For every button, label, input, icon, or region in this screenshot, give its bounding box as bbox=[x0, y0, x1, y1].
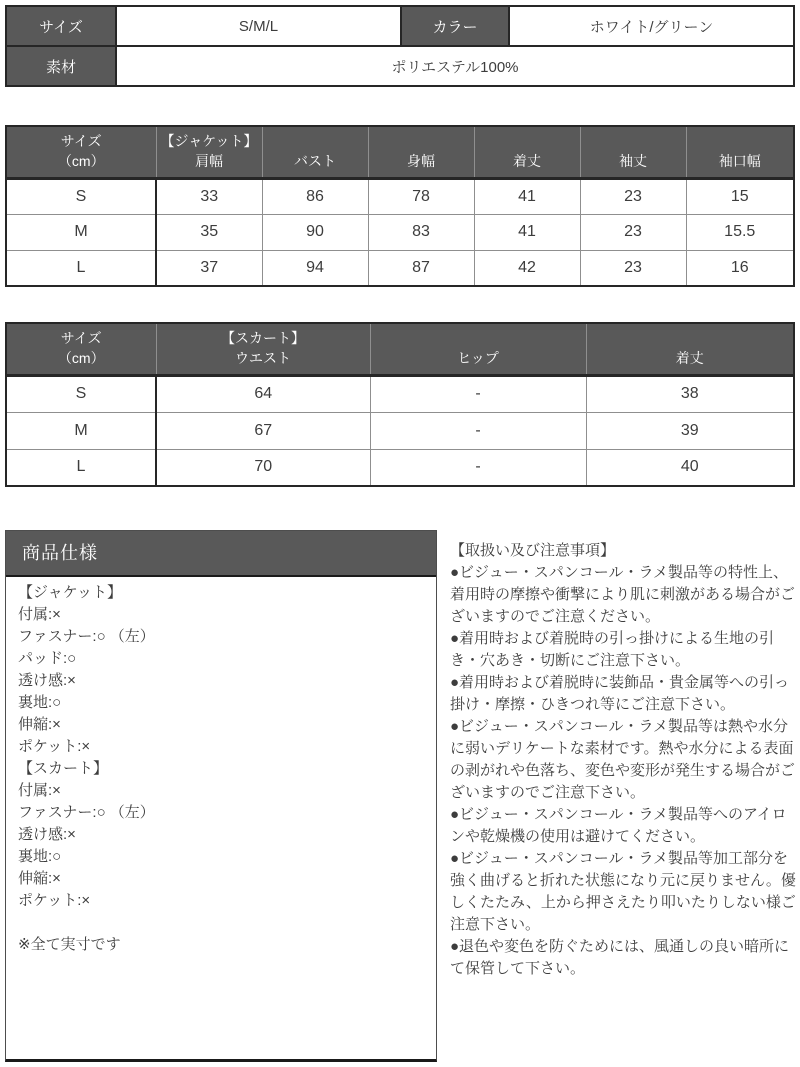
measurement-value: 70 bbox=[156, 449, 370, 486]
col-header-length bbox=[586, 323, 794, 375]
measurement-value: 87 bbox=[368, 250, 474, 286]
care-notes-title: 【取扱い及び注意事項】 bbox=[450, 542, 616, 559]
measurement-value: 78 bbox=[368, 178, 474, 214]
product-spec-box bbox=[5, 530, 437, 1062]
color-label-cell: カラー bbox=[401, 6, 509, 46]
measurement-value: 23 bbox=[580, 178, 686, 214]
col-header-width bbox=[368, 126, 474, 178]
header-line: 袖口幅 bbox=[718, 152, 761, 169]
measurement-value: 41 bbox=[474, 178, 580, 214]
col-header-size bbox=[6, 323, 156, 375]
header-line: バスト bbox=[294, 152, 336, 169]
table-row bbox=[6, 250, 794, 286]
product-spec-title: 商品仕様 bbox=[6, 531, 436, 577]
col-header-sleeve bbox=[580, 126, 686, 178]
spec-line: 伸縮:× bbox=[18, 870, 61, 887]
spec-line: パッド:○ bbox=[18, 650, 77, 667]
care-note-item: ●ビジュー・スパンコール・ラメ製品等加工部分を強く曲げると折れた状態になり元に戻りません。優しくたたみ、上から押さえたり叩いたりしない様ご注意下さい。 bbox=[450, 850, 796, 933]
spec-line: 付属:× bbox=[18, 782, 61, 799]
col-header-size bbox=[6, 126, 156, 178]
measurement-value: 38 bbox=[586, 375, 794, 412]
measurement-value: 64 bbox=[156, 375, 370, 412]
care-note-item: ●ビジュー・スパンコール・ラメ製品等は熱や水分に弱いデリケートな素材です。熱や水分による表面の剥がれや色落ち、変色や変形が発生する場合がございますのでご注意下さい。 bbox=[450, 718, 796, 801]
size-label-cell: サイズ bbox=[6, 6, 116, 46]
table-row bbox=[6, 214, 794, 250]
care-note-item: ●ビジュー・スパンコール・ラメ製品等へのアイロンや乾燥機の使用は避けてください。 bbox=[450, 806, 787, 845]
spec-note-actual-size: ※全て実寸です bbox=[18, 936, 121, 953]
care-note-item: ●ビジュー・スパンコール・ラメ製品等の特性上、着用時の摩擦や衝撃により肌に刺激がある場合がございますのでご注意ください。 bbox=[450, 564, 796, 625]
spec-line: 透け感:× bbox=[18, 826, 76, 843]
measurement-value: 86 bbox=[262, 178, 368, 214]
measurement-value: 35 bbox=[156, 214, 262, 250]
spec-line-blank bbox=[18, 912, 424, 934]
header-line: サイズ bbox=[60, 132, 102, 149]
header-line: 袖丈 bbox=[619, 152, 647, 169]
header-line: （cm） bbox=[57, 152, 105, 169]
size-row-label: S bbox=[6, 375, 156, 412]
table-row bbox=[6, 178, 794, 214]
table-header-row bbox=[6, 126, 794, 178]
header-line: サイズ bbox=[60, 329, 102, 346]
spec-line: ファスナー:○ （左） bbox=[18, 628, 155, 645]
product-spec-list bbox=[6, 577, 436, 956]
col-header-hip bbox=[370, 323, 586, 375]
spec-line: 裏地:○ bbox=[18, 694, 62, 711]
measurement-value: 37 bbox=[156, 250, 262, 286]
col-header-cuff bbox=[686, 126, 794, 178]
care-note-item: ●着用時および着脱時に装飾品・貴金属等への引っ掛け・摩擦・ひきつれ等にご注意下さい。 bbox=[450, 674, 790, 713]
table-row bbox=[6, 46, 794, 86]
measurement-value: 67 bbox=[156, 412, 370, 449]
col-header-length bbox=[474, 126, 580, 178]
header-line: ウエスト bbox=[235, 349, 291, 366]
table-row bbox=[6, 449, 794, 486]
material-label-cell: 素材 bbox=[6, 46, 116, 86]
col-header-waist bbox=[156, 323, 370, 375]
spec-line: 付属:× bbox=[18, 606, 61, 623]
header-line: 着丈 bbox=[513, 152, 541, 169]
measurement-value: 15.5 bbox=[686, 214, 794, 250]
measurement-value: 15 bbox=[686, 178, 794, 214]
measurement-value: 90 bbox=[262, 214, 368, 250]
measurement-value: 94 bbox=[262, 250, 368, 286]
measurement-value: 40 bbox=[586, 449, 794, 486]
spec-line: ポケット:× bbox=[18, 738, 91, 755]
size-row-label: M bbox=[6, 412, 156, 449]
measurement-value: 39 bbox=[586, 412, 794, 449]
skirt-size-table bbox=[5, 322, 795, 487]
measurement-value: 33 bbox=[156, 178, 262, 214]
spec-line: ファスナー:○ （左） bbox=[18, 804, 155, 821]
measurement-value: 41 bbox=[474, 214, 580, 250]
header-line: （cm） bbox=[57, 349, 105, 366]
measurement-value: 42 bbox=[474, 250, 580, 286]
header-line: 【ジャケット】 bbox=[160, 132, 258, 149]
size-row-label: M bbox=[6, 214, 156, 250]
header-line: 身幅 bbox=[407, 152, 435, 169]
spec-line: 【ジャケット】 bbox=[18, 584, 122, 601]
measurement-value: 23 bbox=[580, 214, 686, 250]
care-note-item: ●退色や変色を防ぐためには、風通しの良い暗所にて保管して下さい。 bbox=[450, 938, 790, 977]
measurement-value: 16 bbox=[686, 250, 794, 286]
material-value-cell: ポリエステル100% bbox=[116, 46, 794, 86]
care-note-item: ●着用時および着脱時の引っ掛けによる生地の引き・穴あき・切断にご注意下さい。 bbox=[450, 630, 775, 669]
spec-line: 透け感:× bbox=[18, 672, 76, 689]
jacket-size-table bbox=[5, 125, 795, 287]
size-row-label: L bbox=[6, 449, 156, 486]
care-notes bbox=[450, 540, 796, 980]
measurement-value: - bbox=[370, 449, 586, 486]
spec-line: ポケット:× bbox=[18, 892, 91, 909]
table-row bbox=[6, 375, 794, 412]
size-value-cell: S/M/L bbox=[116, 6, 401, 46]
col-header-shoulder bbox=[156, 126, 262, 178]
measurement-value: - bbox=[370, 412, 586, 449]
measurement-value: 23 bbox=[580, 250, 686, 286]
size-row-label: S bbox=[6, 178, 156, 214]
spec-line: 【スカート】 bbox=[18, 760, 109, 777]
table-row bbox=[6, 412, 794, 449]
table-row bbox=[6, 6, 794, 46]
product-info-table bbox=[5, 5, 795, 87]
header-line: 肩幅 bbox=[195, 152, 223, 169]
col-header-bust bbox=[262, 126, 368, 178]
header-line: 【スカート】 bbox=[221, 329, 305, 346]
measurement-value: - bbox=[370, 375, 586, 412]
measurement-value: 83 bbox=[368, 214, 474, 250]
header-line: ヒップ bbox=[457, 349, 499, 366]
header-line: 着丈 bbox=[675, 349, 704, 366]
table-header-row bbox=[6, 323, 794, 375]
spec-line: 裏地:○ bbox=[18, 848, 62, 865]
size-row-label: L bbox=[6, 250, 156, 286]
color-value-cell: ホワイト/グリーン bbox=[509, 6, 794, 46]
spec-line: 伸縮:× bbox=[18, 716, 61, 733]
